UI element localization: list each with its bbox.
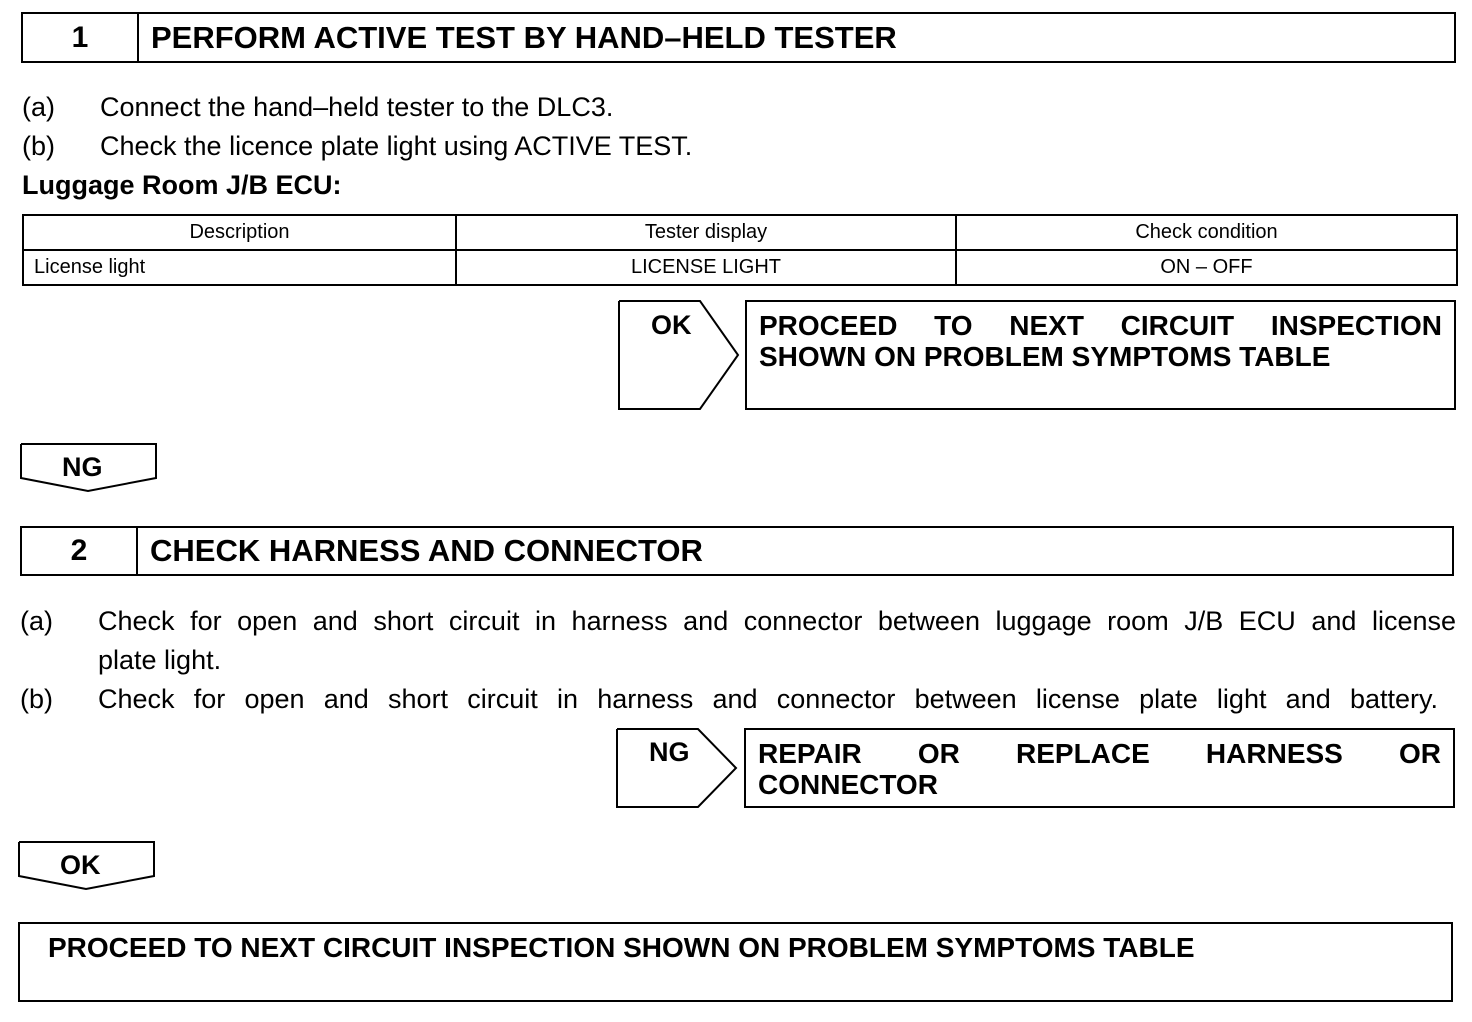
item-text: plate light. [98,645,222,675]
step-1-item-a [22,88,1422,127]
ok-down-arrow-icon [18,841,156,891]
ok-label: OK [651,310,692,340]
step-1-header [21,12,1456,63]
step-2-number: 2 [22,528,138,574]
ng-arrow-icon [616,728,742,810]
item-label: (a) [22,92,55,122]
item-label: (a) [20,606,53,636]
step-2-ng-result [744,728,1455,808]
result-line: CONNECTOR [758,769,938,800]
ecu-heading: Luggage Room J/B ECU: [22,170,342,200]
table-row [23,250,1457,285]
ok-arrow-icon [618,300,744,412]
table-header-row [23,215,1457,250]
ng-down-arrow-icon [20,443,158,493]
table-header: Check condition [956,215,1457,250]
step-2-item-b [20,680,1456,719]
item-text: Check the licence plate light using ACTIVE TEST. [100,131,693,161]
result-line: SHOWN ON PROBLEM SYMPTOMS TABLE [759,341,1331,372]
step-1-item-b [22,127,1422,166]
step-1-ok-result [745,300,1456,410]
table-cell: License light [23,250,456,285]
item-text: Connect the hand–held tester to the DLC3. [100,92,614,122]
step-2-item-a [20,602,1456,680]
item-text: Check for open and short circuit in harness and connector between license plate light and battery. [98,684,1438,714]
step-2-title: CHECK HARNESS AND CONNECTOR [150,533,703,568]
table-cell: LICENSE LIGHT [456,250,956,285]
table-cell: ON – OFF [956,250,1457,285]
active-test-table [22,214,1458,286]
result-line: REPAIR OR REPLACE HARNESS OR [758,738,1441,769]
final-result-box [18,922,1453,1002]
ng-label: NG [649,737,690,767]
step-1-title: PERFORM ACTIVE TEST BY HAND–HELD TESTER [151,19,897,55]
final-result-text: PROCEED TO NEXT CIRCUIT INSPECTION SHOWN ON PROBLEM SYMPTOMS TABLE [48,932,1195,963]
item-label: (b) [22,131,55,161]
item-label: (b) [20,684,53,714]
result-line: PROCEED TO NEXT CIRCUIT INSPECTION [759,310,1442,341]
ok-label: OK [60,850,101,880]
table-header: Description [23,215,456,250]
item-text: Check for open and short circuit in harness and connector between luggage room J/B ECU and license [98,606,1456,636]
step-1-number: 1 [23,14,139,61]
table-header: Tester display [456,215,956,250]
ng-label: NG [62,452,103,482]
step-2-header [20,526,1454,576]
